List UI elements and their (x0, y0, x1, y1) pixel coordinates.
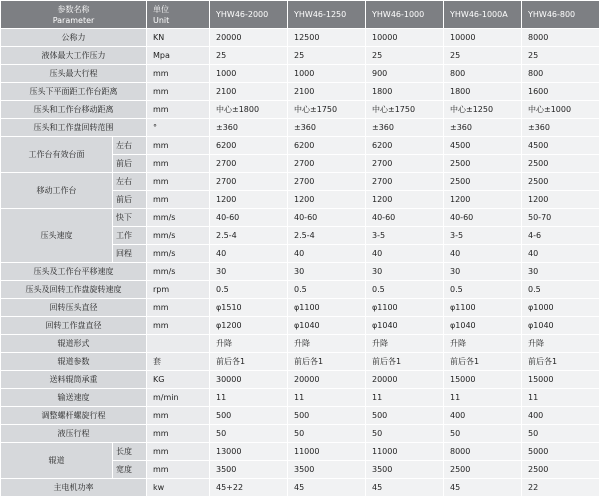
value-cell: 2700 (210, 155, 288, 173)
value-cell: 40 (522, 245, 599, 263)
table-row (1, 137, 599, 155)
table-row (1, 209, 599, 227)
value-cell: 2100 (210, 83, 288, 101)
value-cell: 前后各1 (366, 353, 444, 371)
value-cell: 升降 (210, 335, 288, 353)
value-cell: 1000 (210, 65, 288, 83)
value-cell: 30000 (210, 371, 288, 389)
parameter-name: 公称力 (1, 29, 147, 47)
value-cell: φ1100 (444, 299, 522, 317)
spec-table-body (1, 1, 599, 497)
unit-cell: mm (147, 83, 210, 101)
value-cell: 400 (522, 407, 599, 425)
table-row (1, 479, 599, 497)
unit-cell: KG (147, 371, 210, 389)
value-cell: φ1510 (210, 299, 288, 317)
value-cell: 中心±1750 (288, 101, 366, 119)
header-unit-en: Unit (153, 15, 209, 26)
value-cell: 800 (444, 65, 522, 83)
value-cell: 11 (366, 389, 444, 407)
value-cell: 3-5 (366, 227, 444, 245)
value-cell: 2100 (288, 83, 366, 101)
value-cell: 2500 (444, 155, 522, 173)
value-cell: 2500 (444, 173, 522, 191)
unit-cell: mm (147, 173, 210, 191)
value-cell: 2700 (288, 173, 366, 191)
value-cell: 前后各1 (210, 353, 288, 371)
value-cell: 升降 (522, 335, 599, 353)
unit-cell: mm/s (147, 245, 210, 263)
value-cell: 12500 (288, 29, 366, 47)
header-parameter-cn: 参数名称 (1, 4, 146, 15)
value-cell: 6200 (210, 137, 288, 155)
unit-cell: mm (147, 65, 210, 83)
parameter-subname: 左右 (113, 173, 147, 191)
table-row (1, 407, 599, 425)
value-cell: 1000 (288, 65, 366, 83)
value-cell: 45+22 (210, 479, 288, 497)
parameter-name: 压头和工作台移动距离 (1, 101, 147, 119)
value-cell: 0.5 (210, 281, 288, 299)
value-cell: 900 (366, 65, 444, 83)
table-row (1, 83, 599, 101)
value-cell: 11 (444, 389, 522, 407)
unit-cell: mm/s (147, 263, 210, 281)
value-cell: φ1040 (288, 317, 366, 335)
table-row (1, 173, 599, 191)
value-cell: 500 (288, 407, 366, 425)
parameter-name: 压头下平面距工作台距离 (1, 83, 147, 101)
unit-cell: mm (147, 407, 210, 425)
parameter-group: 压头速度 (1, 209, 113, 263)
value-cell: 40-60 (366, 209, 444, 227)
value-cell: 50 (366, 425, 444, 443)
value-cell: 50 (288, 425, 366, 443)
parameter-subname: 左右 (113, 137, 147, 155)
value-cell: φ1100 (288, 299, 366, 317)
value-cell: 前后各1 (288, 353, 366, 371)
value-cell: 1600 (522, 83, 599, 101)
value-cell: 3-5 (444, 227, 522, 245)
parameter-name: 压头和工作盘回转范围 (1, 119, 147, 137)
table-row (1, 101, 599, 119)
value-cell: 40 (444, 245, 522, 263)
value-cell: 中心±1000 (522, 101, 599, 119)
value-cell: 40 (210, 245, 288, 263)
value-cell: 6200 (288, 137, 366, 155)
value-cell: 11000 (366, 443, 444, 461)
value-cell: 500 (210, 407, 288, 425)
value-cell: 11000 (288, 443, 366, 461)
value-cell: 升降 (288, 335, 366, 353)
table-row (1, 353, 599, 371)
header-model: YHW46-800 (522, 1, 599, 29)
unit-cell (147, 335, 210, 353)
value-cell: 20000 (366, 371, 444, 389)
unit-cell: mm (147, 299, 210, 317)
table-row (1, 47, 599, 65)
parameter-subname: 回程 (113, 245, 147, 263)
value-cell: 前后各1 (522, 353, 599, 371)
value-cell: 15000 (522, 371, 599, 389)
value-cell: 1200 (444, 191, 522, 209)
table-row (1, 371, 599, 389)
parameter-group: 移动工作台 (1, 173, 113, 209)
value-cell: 2700 (366, 155, 444, 173)
value-cell: 2700 (366, 173, 444, 191)
value-cell: φ1100 (366, 299, 444, 317)
unit-cell: ° (147, 119, 210, 137)
value-cell: 22 (522, 479, 599, 497)
value-cell: 0.5 (522, 281, 599, 299)
value-cell: 25 (444, 47, 522, 65)
value-cell: 30 (444, 263, 522, 281)
value-cell: 400 (444, 407, 522, 425)
header-unit-cn: 单位 (153, 4, 209, 15)
parameter-name: 输送速度 (1, 389, 147, 407)
value-cell: 升降 (366, 335, 444, 353)
parameter-name: 压头及回转工作盘旋转速度 (1, 281, 147, 299)
value-cell: 11 (288, 389, 366, 407)
value-cell: 2500 (522, 155, 599, 173)
value-cell: 1800 (444, 83, 522, 101)
value-cell: ±360 (366, 119, 444, 137)
value-cell: 40-60 (444, 209, 522, 227)
value-cell: 30 (210, 263, 288, 281)
table-row (1, 335, 599, 353)
value-cell: 45 (444, 479, 522, 497)
value-cell: 2.5-4 (288, 227, 366, 245)
value-cell: 11 (210, 389, 288, 407)
value-cell: φ1000 (522, 299, 599, 317)
parameter-subname: 快下 (113, 209, 147, 227)
value-cell: 1200 (366, 191, 444, 209)
unit-cell: mm (147, 461, 210, 479)
value-cell: 8000 (444, 443, 522, 461)
value-cell: 中心±1250 (444, 101, 522, 119)
value-cell: 25 (522, 47, 599, 65)
value-cell: 2500 (522, 461, 599, 479)
header-row (1, 1, 599, 29)
unit-cell: mm (147, 317, 210, 335)
unit-cell: mm (147, 155, 210, 173)
value-cell: 13000 (210, 443, 288, 461)
parameter-name: 主电机功率 (1, 479, 147, 497)
table-row (1, 425, 599, 443)
table-row (1, 299, 599, 317)
table-row (1, 263, 599, 281)
parameter-subname: 工作 (113, 227, 147, 245)
value-cell: 20000 (288, 371, 366, 389)
value-cell: ±360 (210, 119, 288, 137)
unit-cell: mm (147, 137, 210, 155)
parameter-group: 辊道 (1, 443, 113, 479)
value-cell: 中心±1750 (366, 101, 444, 119)
parameter-name: 压头及工作台平移速度 (1, 263, 147, 281)
header-parameter (1, 1, 147, 29)
value-cell: 50 (522, 425, 599, 443)
value-cell: 0.5 (288, 281, 366, 299)
value-cell: φ1040 (366, 317, 444, 335)
parameter-name: 液压行程 (1, 425, 147, 443)
value-cell: 40-60 (210, 209, 288, 227)
value-cell: 45 (288, 479, 366, 497)
unit-cell: mm/s (147, 209, 210, 227)
parameter-subname: 宽度 (113, 461, 147, 479)
header-model: YHW46-1000A (444, 1, 522, 29)
value-cell: 4500 (444, 137, 522, 155)
parameter-name: 辊道参数 (1, 353, 147, 371)
parameter-subname: 前后 (113, 191, 147, 209)
parameter-name: 回转压头直径 (1, 299, 147, 317)
value-cell: 45 (366, 479, 444, 497)
value-cell: 40-60 (288, 209, 366, 227)
unit-cell: mm (147, 443, 210, 461)
unit-cell: 套 (147, 353, 210, 371)
value-cell: 前后各1 (444, 353, 522, 371)
value-cell: 3500 (210, 461, 288, 479)
table-row (1, 119, 599, 137)
parameter-name: 压头最大行程 (1, 65, 147, 83)
value-cell: φ1040 (522, 317, 599, 335)
value-cell: 40 (366, 245, 444, 263)
unit-cell: mm/s (147, 227, 210, 245)
value-cell: 30 (522, 263, 599, 281)
value-cell: 5000 (522, 443, 599, 461)
value-cell: 6200 (366, 137, 444, 155)
header-unit (147, 1, 210, 29)
parameter-group: 工作台有效台面 (1, 137, 113, 173)
value-cell: 4-6 (522, 227, 599, 245)
value-cell: 1200 (288, 191, 366, 209)
table-row (1, 29, 599, 47)
value-cell: 25 (210, 47, 288, 65)
value-cell: 50 (444, 425, 522, 443)
header-model: YHW46-1000 (366, 1, 444, 29)
value-cell: 2700 (288, 155, 366, 173)
value-cell: φ1040 (444, 317, 522, 335)
value-cell: 0.5 (444, 281, 522, 299)
value-cell: 2500 (444, 461, 522, 479)
value-cell: 40 (288, 245, 366, 263)
header-model: YHW46-1250 (288, 1, 366, 29)
parameter-name: 辊道形式 (1, 335, 147, 353)
unit-cell: Mpa (147, 47, 210, 65)
table-row (1, 65, 599, 83)
value-cell: 50-70 (522, 209, 599, 227)
value-cell: 30 (366, 263, 444, 281)
value-cell: ±360 (522, 119, 599, 137)
value-cell: 3500 (366, 461, 444, 479)
value-cell: φ1200 (210, 317, 288, 335)
value-cell: 1200 (522, 191, 599, 209)
unit-cell: kw (147, 479, 210, 497)
value-cell: 8000 (522, 29, 599, 47)
parameter-name: 调整螺杆螺旋行程 (1, 407, 147, 425)
value-cell: 25 (366, 47, 444, 65)
table-row (1, 389, 599, 407)
value-cell: 10000 (366, 29, 444, 47)
value-cell: 2500 (522, 173, 599, 191)
value-cell: 2700 (210, 173, 288, 191)
value-cell: 2.5-4 (210, 227, 288, 245)
value-cell: 中心±1800 (210, 101, 288, 119)
value-cell: 11 (522, 389, 599, 407)
header-parameter-en: Parameter (1, 15, 146, 26)
value-cell: 4500 (522, 137, 599, 155)
parameter-subname: 长度 (113, 443, 147, 461)
parameter-subname: 前后 (113, 155, 147, 173)
parameter-name: 液体最大工作压力 (1, 47, 147, 65)
value-cell: 3500 (288, 461, 366, 479)
unit-cell: mm (147, 101, 210, 119)
value-cell: 1200 (210, 191, 288, 209)
unit-cell: mm (147, 425, 210, 443)
value-cell: 500 (366, 407, 444, 425)
value-cell: 10000 (444, 29, 522, 47)
value-cell: 0.5 (366, 281, 444, 299)
value-cell: 50 (210, 425, 288, 443)
unit-cell: m/min (147, 389, 210, 407)
value-cell: 1800 (366, 83, 444, 101)
parameter-name: 送料辊筒承重 (1, 371, 147, 389)
value-cell: 25 (288, 47, 366, 65)
unit-cell: mm (147, 191, 210, 209)
table-row (1, 317, 599, 335)
parameter-name: 回转工作盘直径 (1, 317, 147, 335)
header-model: YHW46-2000 (210, 1, 288, 29)
table-row (1, 281, 599, 299)
value-cell: ±360 (288, 119, 366, 137)
table-row (1, 443, 599, 461)
value-cell: 30 (288, 263, 366, 281)
unit-cell: KN (147, 29, 210, 47)
value-cell: 20000 (210, 29, 288, 47)
value-cell: 15000 (444, 371, 522, 389)
unit-cell: rpm (147, 281, 210, 299)
value-cell: 800 (522, 65, 599, 83)
value-cell: 升降 (444, 335, 522, 353)
value-cell: ±360 (444, 119, 522, 137)
